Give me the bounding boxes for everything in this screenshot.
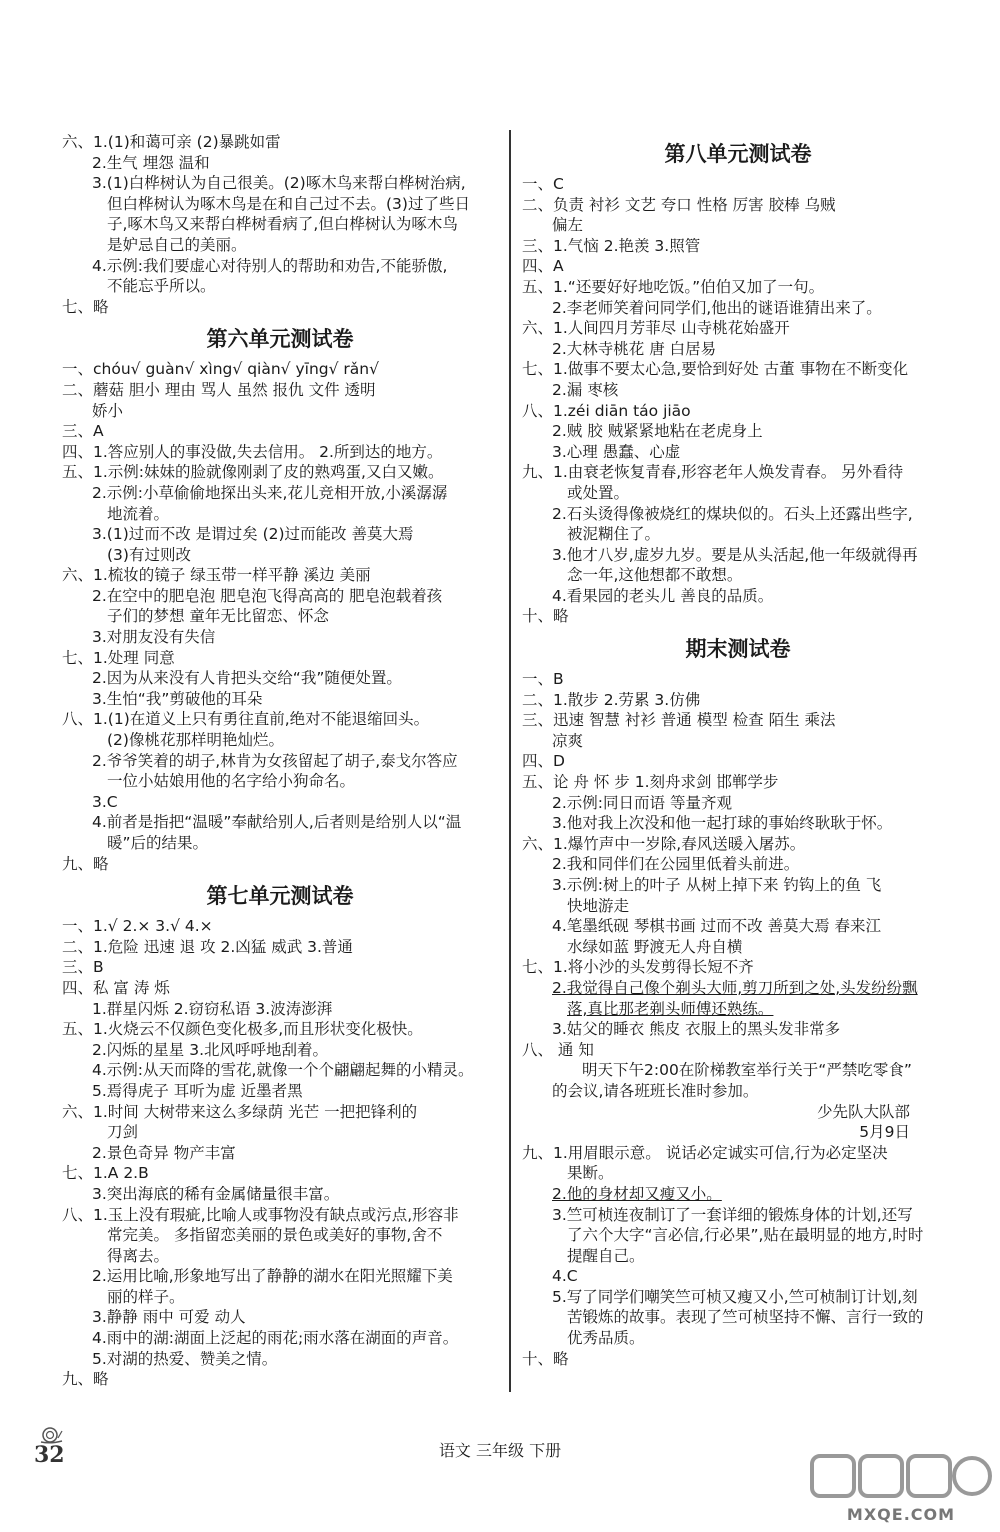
answer-line: 提醒自己。: [567, 1246, 645, 1265]
answer-line: 二、1.散步 2.劳累 3.仿佛: [522, 690, 701, 709]
answer-line: (3)有过则改: [107, 545, 191, 564]
answer-line: 子们的梦想 童年无比留恋、怀念: [107, 607, 329, 626]
answer-line: 快地游走: [567, 896, 630, 915]
answer-line: 五、1.示例:妹妹的脸就像刚剥了皮的熟鸡蛋,又白又嫩。: [62, 463, 444, 482]
answer-line: 3.突出海底的稀有金属储量很丰富。: [92, 1184, 340, 1203]
answer-line: 一、chóu√ guàn√ xìng√ qiàn√ yīng√ rǎn√: [62, 360, 379, 379]
answer-line: 4.前者是指把“温暖”奉献给别人,后者则是给别人以“温: [92, 813, 462, 832]
answer-line: 苦锻炼的故事。表现了竺可桢坚持不懈、言行一致的: [567, 1308, 924, 1327]
answer-line: 不能忘乎所以。: [107, 277, 216, 296]
watermark-mark-icon: [808, 1448, 994, 1504]
answer-line: 水绿如蓝 野渡无人舟自横: [567, 937, 743, 956]
answer-line: (2)像桃花那样明艳灿烂。: [107, 731, 284, 750]
answer-line: 七、1.A 2.B: [62, 1164, 149, 1183]
answer-line: 十、略: [522, 607, 569, 626]
answer-line: 3.C: [92, 792, 118, 811]
answer-line: 2.景色奇异 物产丰富: [92, 1143, 236, 1162]
answer-line: 2.爷爷笑着的胡子,林肯为女孩留起了胡子,泰戈尔答应: [92, 751, 458, 770]
answer-line: 3.对朋友没有失信: [92, 628, 216, 647]
answer-line: 3.姑父的睡衣 熊皮 衣服上的黑头发非常多: [552, 1020, 841, 1039]
answer-line: 丽的样子。: [107, 1287, 185, 1306]
answer-line: 落,真比那老剃头师傅还熟练。: [567, 999, 774, 1018]
answer-line: 2.示例:同日而语 等量齐观: [552, 793, 732, 812]
answer-line: 五、1.“还要好好地吃饭。”伯伯又加了一句。: [522, 277, 825, 296]
answer-line: 3.静静 雨中 可爱 动人: [92, 1308, 246, 1327]
answer-line: 十、略: [522, 1349, 569, 1368]
answer-line: 果断。: [567, 1164, 614, 1183]
answer-line: 八、 通 知: [522, 1040, 594, 1059]
answer-line: 3.生怕“我”剪破他的耳朵: [92, 689, 263, 708]
answer-line: 了六个大字“言必信,行必果”,贴在最明显的地方,时时: [567, 1226, 924, 1245]
answer-line: 三、1.气恼 2.艳羡 3.照管: [522, 236, 701, 255]
answer-line: 3.竺可桢连夜制订了一套详细的锻炼身体的计划,还写: [552, 1205, 913, 1224]
answer-line: 六、1.爆竹声中一岁除,春风送暖入屠苏。: [522, 834, 806, 853]
answer-line: 5月9日: [859, 1123, 910, 1142]
answer-line: 三、B: [62, 958, 104, 977]
section-title: 期末测试卷: [685, 636, 791, 662]
answer-line: 七、1.将小沙的头发剪得长短不齐: [522, 958, 754, 977]
answer-line: 一、1.√ 2.× 3.√ 4.×: [62, 917, 213, 936]
answer-line: 子,啄木鸟又来帮白桦树看病了,但白桦树认为啄木鸟: [107, 215, 458, 234]
answer-line: 明天下午2:00在阶梯教室举行关于“严禁吃零食”: [582, 1061, 912, 1080]
answer-line: 2.因为从来没有人肯把头交给“我”随便处置。: [92, 669, 402, 688]
answer-line: 地流着。: [107, 504, 170, 523]
watermark-logo: [808, 1448, 994, 1524]
answer-line: 或处置。: [567, 483, 630, 502]
answer-line: 3.他对我上次没和他一起打球的事始终耿耿于怀。: [552, 814, 893, 833]
answer-line: 4.C: [552, 1267, 578, 1286]
right-column: [522, 132, 954, 1369]
answer-line: 九、略: [62, 1370, 109, 1389]
answer-line: 3.示例:树上的叶子 从树上掉下来 钓钩上的鱼 飞: [552, 876, 882, 894]
answer-line: 三、A: [62, 422, 104, 441]
section-title: 第七单元测试卷: [206, 883, 354, 909]
answer-line: 但白桦树认为啄木鸟是在和自己过不去。(3)过了些日: [107, 194, 470, 213]
answer-line: 念一年,这他想都不敢想。: [567, 566, 743, 585]
answer-line: 的会议,请各班班长准时参加。: [552, 1081, 759, 1100]
answer-line: 六、1.(1)和蔼可亲 (2)暴跳如雷: [62, 133, 281, 151]
answer-line: 一、C: [522, 175, 564, 193]
answer-line: 刀剑: [107, 1123, 139, 1142]
answer-line: 2.李老师笑着问同学们,他出的谜语谁猜出来了。: [552, 298, 882, 317]
answer-line: 优秀品质。: [567, 1329, 645, 1348]
answer-line: 2.运用比喻,形象地写出了静静的湖水在阳光照耀下美: [92, 1267, 453, 1286]
answer-line: 六、1.时间 大树带来这么多绿荫 光芒 一把把锋利的: [62, 1102, 418, 1121]
answer-line: 4.示例:从天而降的雪花,就像一个个翩翩起舞的小精灵。: [92, 1061, 474, 1080]
answer-line: 五、1.火烧云不仅颜色变化极多,而且形状变化极快。: [62, 1020, 423, 1039]
answer-line: 四、1.答应别人的事没做,失去信用。 2.所到达的地方。: [62, 442, 443, 461]
answer-line: 偏左: [552, 216, 584, 235]
answer-line: 得离去。: [107, 1246, 170, 1265]
answer-line: 九、1.用眉眼示意。 说话必定诚实可信,行为必定坚决: [522, 1143, 888, 1162]
page-number: 32: [34, 1442, 65, 1468]
book-subject: 语文 三年级 下册: [438, 1441, 562, 1460]
answer-line: 九、1.由衰老恢复青春,形容老年人焕发青春。 另外看待: [522, 463, 904, 482]
answer-line: 被泥糊住了。: [567, 525, 661, 544]
answer-line: 3.心理 愚蠢、心虚: [552, 442, 681, 461]
answer-line: 2.示例:小草偷偷地探出头来,花儿竞相开放,小溪潺潺: [92, 483, 448, 502]
answer-line: 2.漏 枣核: [552, 380, 619, 399]
answer-line: 一、B: [522, 670, 564, 689]
watermark-text: MXQE.COM: [846, 1505, 956, 1524]
answer-line: 2.大林寺桃花 唐 白居易: [552, 339, 717, 358]
answer-line: 2.我觉得自己像个剃头大师,剪刀所到之处,头发纷纷飘: [552, 978, 918, 997]
answer-line: 娇小: [92, 401, 124, 420]
answer-line: 3.(1)过而不改 是谓过矣 (2)过而能改 善莫大焉: [92, 525, 414, 544]
answer-line: 2.我和同伴们在公园里低着头前进。: [552, 855, 800, 874]
left-column: [62, 132, 498, 1390]
answer-line: 四、D: [522, 752, 565, 771]
answer-line: 八、1.玉上没有瑕疵,比喻人或事物没有缺点或污点,形容非: [62, 1205, 459, 1224]
answer-line: 5.写了同学们嘲笑竺可桢又瘦又小,竺可桢制订计划,刻: [552, 1287, 918, 1306]
answer-line: 3.(1)白桦树认为自己很美。(2)啄木鸟来帮白桦树治病,: [92, 174, 466, 193]
answer-line: 七、略: [62, 297, 109, 316]
answer-line: 六、1.梳妆的镜子 绿玉带一样平静 溪边 美丽: [62, 566, 371, 585]
answer-line: 5.对湖的热爱、赞美之情。: [92, 1349, 278, 1368]
answer-line: 是妒忌自己的美丽。: [107, 235, 247, 254]
answer-line: 4.看果园的老头儿 善良的品质。: [552, 586, 774, 605]
column-divider: [509, 130, 511, 1392]
answer-line: 四、私 富 涛 烁: [62, 978, 170, 997]
answer-line: 五、论 舟 怀 步 1.刻舟求剑 邯郸学步: [522, 773, 779, 792]
answer-line: 六、1.人间四月芳菲尽 山寺桃花始盛开: [522, 319, 790, 338]
answer-line: 二、蘑菇 胆小 理由 骂人 虽然 报仇 文件 透明: [62, 380, 376, 399]
answer-line: 1.群星闪烁 2.窃窃私语 3.波涛澎湃: [92, 999, 333, 1018]
answer-line: 一位小姑娘用他的名字给小狗命名。: [107, 772, 356, 791]
answer-line: 少先队大队部: [816, 1102, 910, 1121]
answer-line: 2.贼 胶 贼紧紧地粘在老虎身上: [552, 422, 763, 441]
answer-line: 常完美。 多指留恋美丽的景色或美好的事物,舍不: [107, 1226, 443, 1245]
answer-line: 三、迅速 智慧 衬衫 普通 模型 检查 陌生 乘法: [522, 711, 836, 730]
answer-line: 二、1.危险 迅速 退 攻 2.凶猛 威武 3.普通: [62, 937, 353, 956]
answer-line: 七、1.处理 同意: [62, 648, 175, 667]
answer-line: 七、1.做事不要太心急,要恰到好处 古董 事物在不断变化: [522, 360, 909, 379]
answer-line: 4.笔墨纸砚 琴棋书画 过而不改 善莫大焉 春来江: [552, 917, 881, 936]
answer-line: 八、1.(1)在道义上只有勇往直前,绝对不能退缩回头。: [62, 710, 430, 729]
answer-line: 2.在空中的肥皂泡 肥皂泡飞得高高的 肥皂泡载着孩: [92, 586, 443, 605]
section-title: 第八单元测试卷: [664, 141, 812, 166]
answer-line: 凉爽: [552, 731, 584, 750]
answer-line: 八、1.zéi diān táo jiāo: [522, 401, 691, 420]
section-title: 第六单元测试卷: [206, 326, 354, 352]
answer-line: 暖”后的结果。: [107, 834, 209, 852]
answer-line: 2.生气 埋怨 温和: [92, 153, 210, 172]
answer-line: 4.雨中的湖:湖面上泛起的雨花;雨水落在湖面的声音。: [92, 1329, 459, 1348]
answer-line: 3.他才八岁,虚岁九岁。要是从头活起,他一年级就得再: [552, 545, 918, 564]
answer-line: 2.闪烁的星星 3.北风呼呼地刮着。: [92, 1040, 329, 1059]
answer-line: 2.石头烫得像被烧红的煤块似的。石头上还露出些字,: [552, 504, 913, 523]
answer-line: 4.示例:我们要虚心对待别人的帮助和劝告,不能骄傲,: [92, 256, 448, 275]
answer-line: 2.他的身材却又瘦又小。: [552, 1184, 722, 1203]
answer-line: 5.焉得虎子 耳听为虚 近墨者黑: [92, 1081, 303, 1100]
answer-line: 九、略: [62, 854, 109, 873]
answer-line: 四、A: [522, 257, 564, 276]
answer-line: 二、负责 衬衫 文艺 夸口 性格 厉害 胶棒 乌贼: [522, 195, 836, 214]
